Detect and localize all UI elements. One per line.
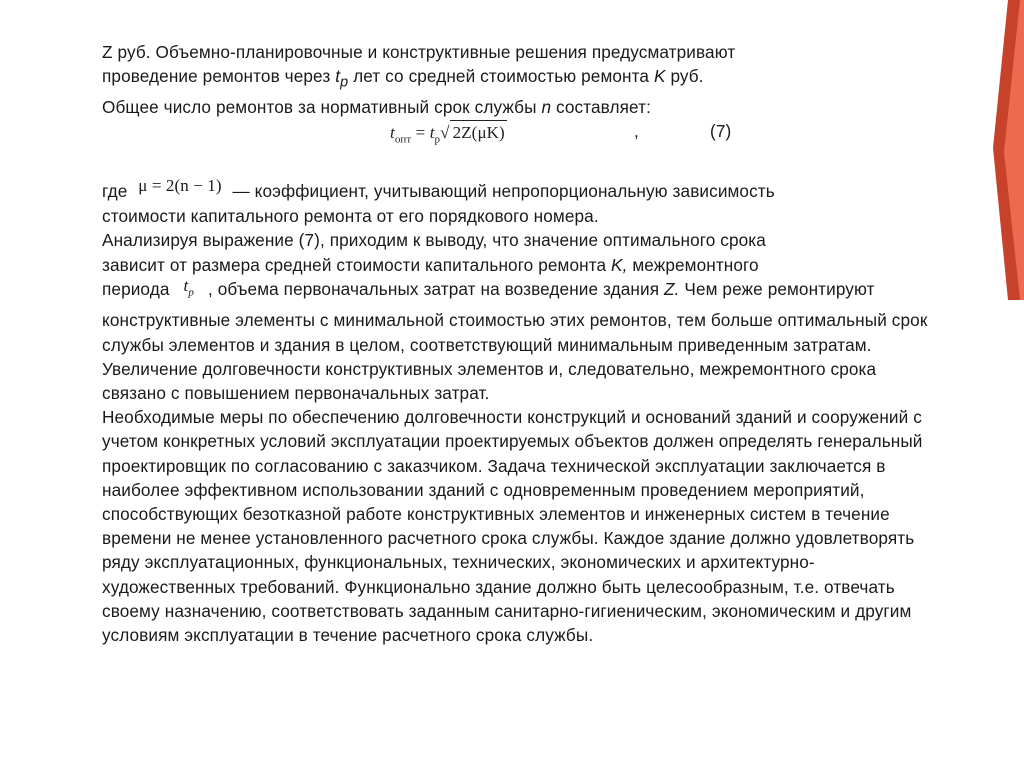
formula-row <box>102 119 942 179</box>
paragraph-intro <box>102 40 942 119</box>
text-intro-line3a: Общее число ремонтов за нормативный срок службы <box>102 96 537 117</box>
symbol-k-comma: K, <box>611 254 628 275</box>
decorative-ribbon <box>984 0 1024 767</box>
text-coefficient-line2: стоимости капитального ремонта от его порядкового номера. <box>102 206 599 227</box>
symbol-z: Z. <box>664 278 680 299</box>
text-analysis-line2b: межремонтного <box>632 254 759 275</box>
symbol-k: K <box>653 66 666 87</box>
symbol-n: n <box>541 96 552 117</box>
text-intro-line2b: лет со средней стоимостью ремонта <box>353 66 650 87</box>
ribbon-shape <box>984 0 1024 767</box>
symbol-tp: $t_p$ <box>335 66 349 91</box>
text-intro-line2a: проведение ремонтов через <box>102 66 331 87</box>
symbol-tp-inline: $t_p$ <box>183 275 194 299</box>
slide-body <box>102 40 942 647</box>
text-analysis-line1: Анализируя выражение (7), приходим к выводу, что значение оптимального срока <box>102 230 766 251</box>
text-analysis-line3b: Чем реже <box>684 278 763 299</box>
paragraph-analysis <box>102 228 942 405</box>
text-where: где <box>102 181 128 202</box>
text-intro-line2c: руб. <box>670 66 704 87</box>
text-coefficient: — коэффициент, учитывающий непропорциональную зависимость <box>232 181 775 202</box>
formula-comma: , <box>634 121 639 142</box>
text-intro-line1: Z руб. Объемно-планировочные и конструктивные решения предусматривают <box>102 42 736 62</box>
text-period: периода <box>102 278 170 299</box>
formula-mu: μ = 2(n − 1) <box>138 176 222 196</box>
paragraph-measures <box>102 405 942 647</box>
text-analysis-line2a: зависит от размера средней стоимости капитального ремонта <box>102 254 607 275</box>
formula-t-opt: $t_{опт} = t_p√$ 2Z(μK) <box>390 120 507 152</box>
text-measures-body: Необходимые меры по обеспечению долговечности конструкций и оснований зданий и сооружений с учетом конкретных условий эксплуатации проектируемых объектов должен определять генеральный проектировщик по согласованию с заказчиком. Задача технической эксплуатации заключается в наиболее эффективном использовании зданий с одновременным проведением мероприятий, способствующих безотказной работе конструктивных элементов и инженерных систем в течение времени не менее установленного расчетного срока службы. Каждое здание должно удовлетворять ряду эксплуатационных, функциональных, технических, экономических и архитектурно-художественных требований. Функционально здание должно быть целесообразным, т.е. отвечать своему назначению, соответствовать заданным санитарно-гигиеническим, экономическим и другим условиям эксплуатации в течение расчетного срока службы. <box>102 407 923 646</box>
sqrt-radicand: 2Z(μK) <box>450 120 507 145</box>
equation-number: (7) <box>710 121 732 142</box>
text-intro-line3b: составляет: <box>556 96 651 117</box>
paragraph-coefficient <box>102 176 942 228</box>
sqrt-sign: √ <box>440 123 450 143</box>
text-analysis-body: ремонтируют конструктивные элементы с минимальной стоимостью этих ремонтов, тем больше оптимальный срок службы элементов и здания в целом, соответствующий минимальным приведенным затратам. Увеличение долговечности конструктивных элементов и, следовательно, межремонтного срока связано с повышением первоначальных затрат. <box>102 278 928 404</box>
text-analysis-line3: , объема первоначальных затрат на возведение здания <box>207 278 660 299</box>
